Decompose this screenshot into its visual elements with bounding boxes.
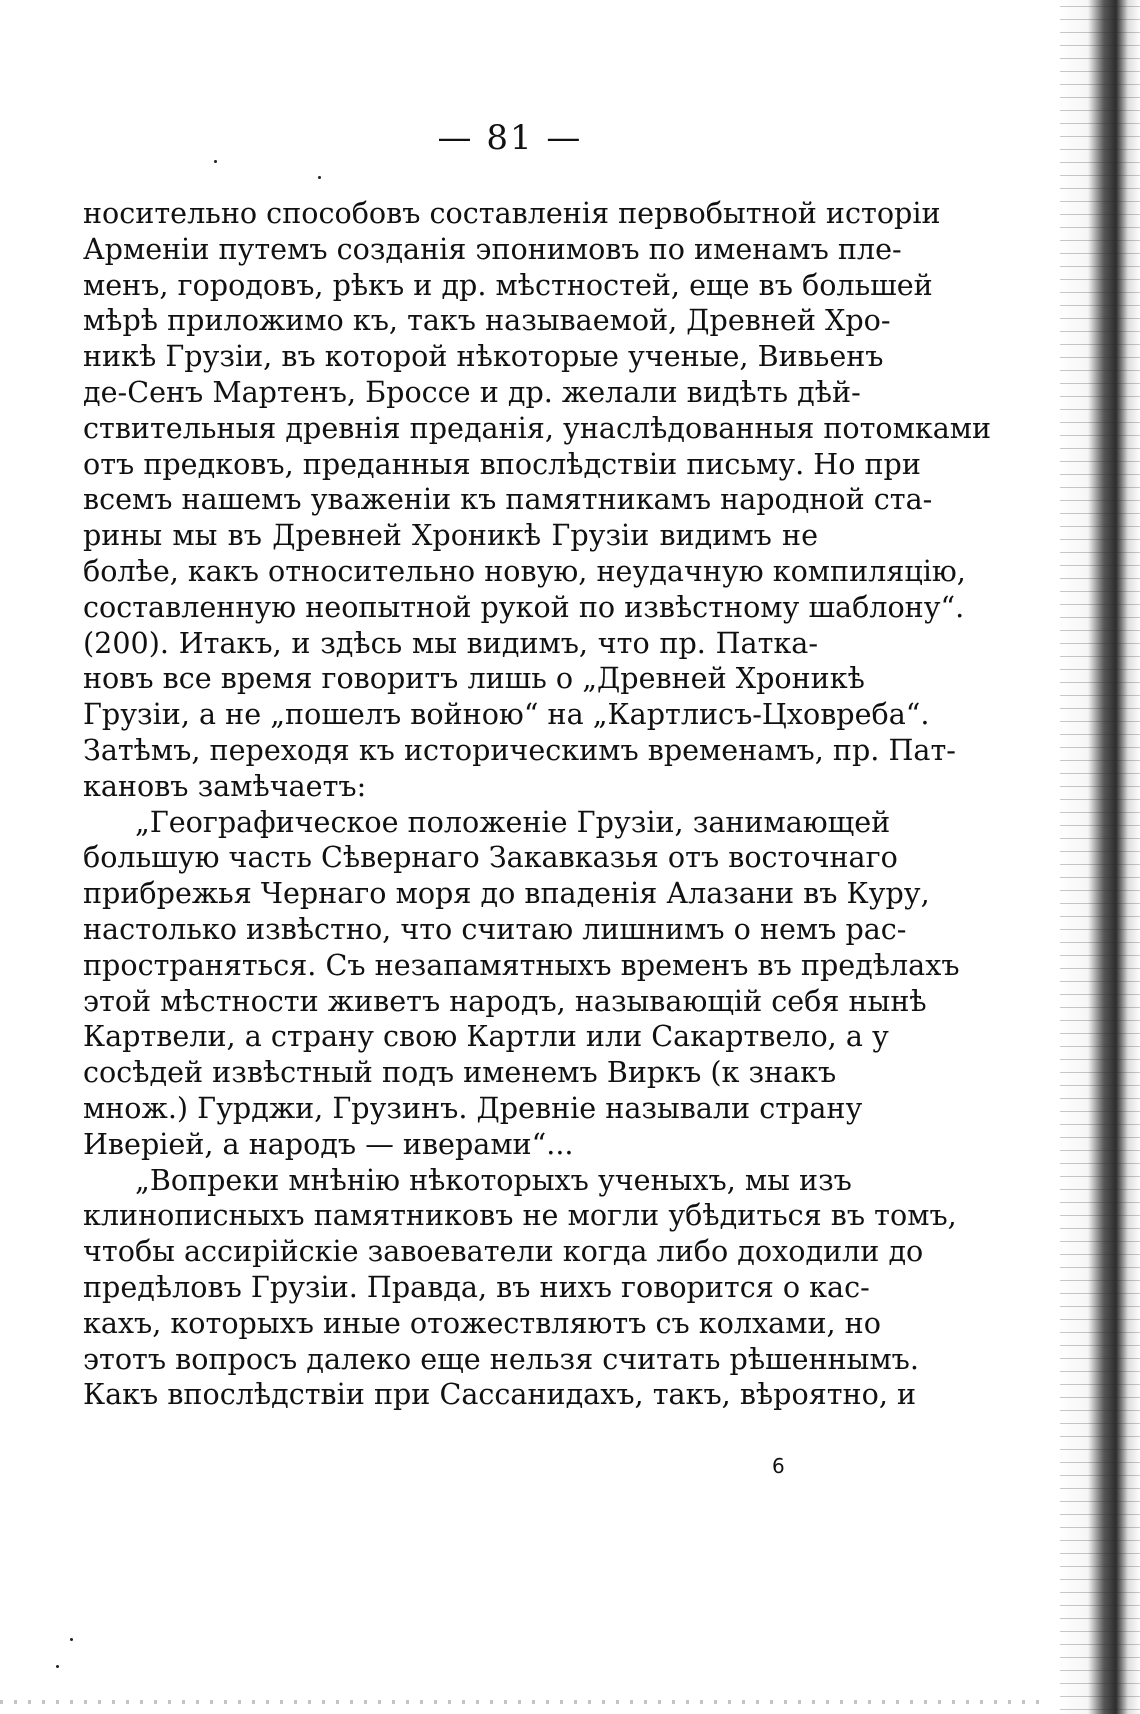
text-line: кановъ замѣчаетъ: [83,768,367,803]
scan-edge-shadow [1060,0,1140,1714]
text-line: носительно способовъ составленія первобытной исторіи [83,196,941,230]
text-line: (200). Итакъ, и здѣсь мы видимъ, что пр. Патка- [83,625,818,660]
scan-speck [318,176,321,179]
scan-speck [70,1638,73,1641]
text-line: Грузіи, а не „пошелъ войною“ на „Картлисъ-Цховреба“. [83,697,930,732]
page-number: — 81 — [437,118,583,158]
text-line: менъ, городовъ, рѣкъ и др. мѣстностей, еще въ большей [83,267,933,302]
text-line: новъ все время говоритъ лишь о „Древней Хроникѣ [83,661,865,696]
text-line: „Вопреки мнѣнію нѣкоторыхъ ученыхъ, мы изъ [135,1162,852,1197]
text-line: множ.) Гурджи, Грузинъ. Древніе называли страну [83,1090,863,1125]
text-line: составленную неопытной рукой по извѣстному шаблону“. [83,589,965,624]
scan-speck [214,160,217,163]
text-line: прибрежья Чернаго моря до впаденія Алазани въ Куру, [83,876,930,911]
body-text [83,196,992,1413]
text-line: этой мѣстности живетъ народъ, называющій себя нынѣ [83,983,927,1018]
text-line: этотъ вопросъ далеко еще нельзя считать рѣшеннымъ. [83,1341,919,1376]
text-line: пространяться. Съ незапамятныхъ временъ въ предѣлахъ [83,947,960,982]
text-line: Затѣмъ, переходя къ историческимъ временамъ, пр. Пат- [83,732,956,767]
text-line: клинописныхъ памятниковъ не могли убѣдиться въ томъ, [83,1198,957,1233]
text-line: никѣ Грузіи, въ которой нѣкоторые ученые, Вивьенъ [83,339,884,374]
text-line: Иверіей, а народъ — иверами“... [83,1126,574,1161]
signature-mark: 6 [772,1454,785,1478]
text-line: чтобы ассирійскіе завоеватели когда либо доходили до [83,1234,924,1269]
text-line: рины мы въ Древней Хроникѣ Грузіи видимъ не [83,518,818,553]
text-line: всемъ нашемъ уваженіи къ памятникамъ народной ста- [83,482,933,517]
text-line: Какъ впослѣдствіи при Сассанидахъ, такъ, вѣроятно, и [83,1377,917,1412]
scan-speck [56,1665,59,1668]
text-line: кахъ, которыхъ иные отожествляютъ съ колхами, но [83,1305,881,1340]
scan-bottom-noise [0,1700,1040,1704]
text-line: отъ предковъ, преданныя впослѣдствіи письму. Но при [83,446,921,481]
text-line: Картвели, а страну свою Картли или Сакартвело, а у [83,1019,889,1054]
text-line: сосѣдей извѣстный подъ именемъ Виркъ (к знакъ [83,1055,837,1090]
text-line: болѣе, какъ относительно новую, неудачную компиляцію, [83,553,966,588]
text-line: настолько извѣстно, что считаю лишнимъ о немъ рас- [83,911,907,946]
text-line: Арменіи путемъ созданія эпонимовъ по именамъ пле- [83,231,902,266]
text-line: „Географическое положеніе Грузіи, занимающей [135,804,891,839]
text-line: мѣрѣ приложимо къ, такъ называемой, Древней Хро- [83,303,891,338]
text-line: де-Сенъ Мартенъ, Броссе и др. желали видѣть дѣй- [83,374,861,409]
text-line: предѣловъ Грузіи. Правда, въ нихъ говорится о кас- [83,1269,870,1304]
text-line: большую часть Сѣвернаго Закавказья отъ восточнаго [83,840,898,875]
text-line: ствительныя древнія преданія, унаслѣдованныя потомками [83,410,992,445]
